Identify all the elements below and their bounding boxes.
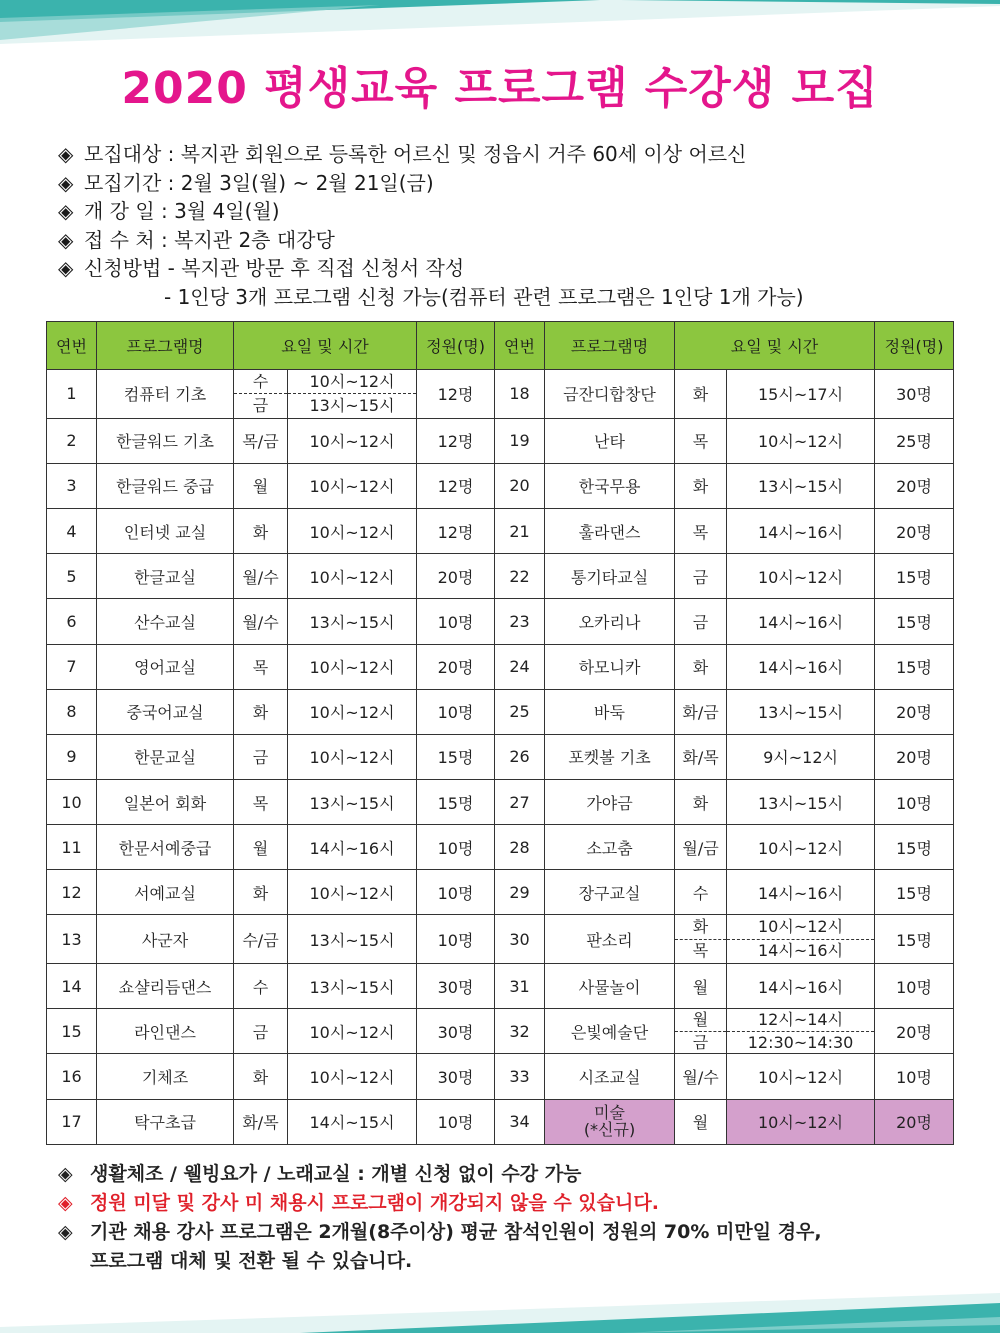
capacity: 10명 [875,779,954,824]
row-number: 21 [495,509,545,554]
schedule-time: 10시~12시 [288,734,417,779]
schedule-time-part: 13시~15시 [288,393,416,417]
program-name: 산수교실 [97,599,234,644]
program-name: 은빛예술단 [545,1009,675,1054]
capacity: 15명 [875,825,954,870]
program-name: 사군자 [97,915,234,964]
schedule-time: 13시~15시 [288,779,417,824]
row-number: 11 [47,825,97,870]
table-row [47,644,954,689]
table-row [47,370,954,419]
schedule-day: 화/금 [675,689,727,734]
program-name: 판소리 [545,915,675,964]
schedule-day: 목 [675,509,727,554]
capacity: 12명 [417,463,495,508]
row-number: 7 [47,644,97,689]
program-name: 한국무용 [545,463,675,508]
schedule-time: 14시~16시 [727,964,875,1009]
schedule-day: 화 [234,509,288,554]
table-row [47,599,954,644]
row-number: 25 [495,689,545,734]
row-number: 28 [495,825,545,870]
table-row [47,779,954,824]
capacity: 20명 [417,554,495,599]
table-row [47,915,954,964]
diamond-bullet-icon: ◈ [58,1192,73,1214]
schedule-day: 금 [234,734,288,779]
schedule-day: 수 [675,870,727,915]
capacity: 10명 [417,599,495,644]
capacity: 30명 [875,370,954,419]
program-name: 사물놀이 [545,964,675,1009]
program-name: 영어교실 [97,644,234,689]
row-number: 4 [47,509,97,554]
row-number: 23 [495,599,545,644]
row-number: 13 [47,915,97,964]
row-number: 17 [47,1099,97,1144]
schedule-day-part: 목 [675,939,726,963]
row-number: 30 [495,915,545,964]
info-method: ◈ 신청방법 - 복지관 방문 후 직접 신청서 작성 [58,254,958,283]
info-reception: ◈ 접 수 처 : 복지관 2층 대강당 [58,226,958,255]
info-method-detail: - 1인당 3개 프로그램 신청 가능(컴퓨터 관련 프로그램은 1인당 1개 가능) [164,284,804,309]
table-header-row [47,322,954,370]
schedule-day: 화/목 [234,1099,288,1144]
program-name: 시조교실 [545,1054,675,1099]
schedule-day [234,370,288,419]
row-number: 22 [495,554,545,599]
capacity: 20명 [875,463,954,508]
program-name: 한문교실 [97,734,234,779]
row-number: 1 [47,370,97,419]
schedule-day: 월 [234,463,288,508]
capacity: 15명 [417,734,495,779]
schedule-day: 금 [675,554,727,599]
schedule-day: 월 [675,1099,727,1144]
row-number: 33 [495,1054,545,1099]
table-row [47,554,954,599]
row-number: 12 [47,870,97,915]
program-name: 탁구초급 [97,1099,234,1144]
table-row [47,825,954,870]
page-title: 2020 평생교육 프로그램 수강생 모집 [121,63,879,114]
schedule-day: 수 [234,964,288,1009]
note-attendance: ◈ 기관 채용 강사 프로그램은 2개월(8주이상) 평균 참석인원이 정원의 70% 미만일 경우, [58,1218,958,1247]
capacity: 30명 [417,1009,495,1054]
header-program: 프로그램명 [545,322,675,370]
schedule-day: 월/금 [675,825,727,870]
table-row [47,1099,954,1144]
header-program: 프로그램명 [97,322,234,370]
schedule-day: 화 [234,1054,288,1099]
schedule-time: 13시~15시 [288,915,417,964]
schedule-day: 수/금 [234,915,288,964]
row-number: 31 [495,964,545,1009]
schedule-time: 13시~15시 [288,964,417,1009]
schedule-day-part: 월 [692,1010,709,1030]
program-name: 오카리나 [545,599,675,644]
schedule-day: 화 [234,870,288,915]
program-name: 컴퓨터 기초 [97,370,234,419]
row-number: 29 [495,870,545,915]
row-number: 15 [47,1009,97,1054]
schedule-time-part: 12시~14시 [758,1010,844,1030]
table-row [47,1009,954,1054]
schedule-day-part: 금 [675,1031,726,1054]
row-number: 19 [495,418,545,463]
capacity: 10명 [417,825,495,870]
schedule-day: 목 [675,418,727,463]
schedule-day: 금 [234,1009,288,1054]
schedule-time: 9시~12시 [727,734,875,779]
row-number: 20 [495,463,545,508]
row-number: 2 [47,418,97,463]
program-table-body [47,370,954,1145]
program-name: 라인댄스 [97,1009,234,1054]
schedule-day: 목 [234,644,288,689]
schedule-day: 금 [675,599,727,644]
program-name: 장구교실 [545,870,675,915]
capacity: 20명 [875,1009,954,1054]
schedule-time: 13시~15시 [288,599,417,644]
note-free-classes: ◈ 생활체조 / 웰빙요가 / 노래교실 : 개별 신청 없이 수강 가능 [58,1160,958,1189]
schedule-day: 월 [675,964,727,1009]
schedule-day: 월 [234,825,288,870]
schedule-day: 월/수 [675,1054,727,1099]
schedule-day [675,1009,727,1054]
header-capacity: 정원(명) [417,322,495,370]
diamond-bullet-icon: ◈ [58,170,74,195]
program-name: 한글교실 [97,554,234,599]
top-wave-decoration [0,0,1000,60]
schedule-time: 14시~16시 [288,825,417,870]
program-name: 난타 [545,418,675,463]
schedule-time: 10시~12시 [288,554,417,599]
recruitment-info [58,140,958,311]
capacity: 10명 [417,689,495,734]
program-name: 소고춤 [545,825,675,870]
schedule-time [288,370,417,419]
schedule-day: 목 [234,779,288,824]
bottom-wave-decoration [0,1273,1000,1333]
capacity: 12명 [417,509,495,554]
schedule-time: 10시~12시 [288,1009,417,1054]
header-no: 연번 [495,322,545,370]
note-warning: ◈ 정원 미달 및 강사 미 채용시 프로그램이 개강되지 않을 수 있습니다. [58,1189,958,1218]
capacity: 10명 [417,915,495,964]
program-name: 기체조 [97,1054,234,1099]
program-name: 한문서예중급 [97,825,234,870]
table-row [47,689,954,734]
schedule-day-part: 수 [252,371,269,391]
schedule-time: 14시~16시 [727,644,875,689]
capacity: 15명 [417,779,495,824]
row-number: 6 [47,599,97,644]
row-number: 5 [47,554,97,599]
program-name: 한글워드 기초 [97,418,234,463]
schedule-day: 화 [675,463,727,508]
schedule-time: 13시~15시 [727,463,875,508]
capacity: 20명 [417,644,495,689]
schedule-time-part: 10시~12시 [758,917,844,937]
program-name [545,1099,675,1144]
note-attendance-cont: 프로그램 대체 및 전환 될 수 있습니다. [90,1250,413,1272]
schedule-time: 14시~16시 [727,509,875,554]
schedule-time: 10시~12시 [288,870,417,915]
capacity: 12명 [417,418,495,463]
schedule-day: 화/목 [675,734,727,779]
capacity: 15명 [875,599,954,644]
schedule-day: 화 [675,370,727,419]
schedule-day: 월/수 [234,554,288,599]
schedule-time: 10시~12시 [727,1054,875,1099]
program-name: 서예교실 [97,870,234,915]
program-name: 통기타교실 [545,554,675,599]
capacity: 20명 [875,1099,954,1144]
schedule-time: 10시~12시 [727,825,875,870]
program-name: 포켓볼 기초 [545,734,675,779]
header-schedule: 요일 및 시간 [234,322,417,370]
capacity: 10명 [875,964,954,1009]
diamond-bullet-icon: ◈ [58,1163,73,1185]
program-name: 금잔디합창단 [545,370,675,419]
program-name-text: 미술 (*신규) [583,1103,636,1140]
program-name: 한글워드 중급 [97,463,234,508]
schedule-day-part: 금 [234,393,287,417]
row-number: 26 [495,734,545,779]
program-name: 일본어 회화 [97,779,234,824]
capacity: 12명 [417,370,495,419]
capacity: 30명 [417,1054,495,1099]
row-number: 10 [47,779,97,824]
schedule-time: 10시~12시 [727,418,875,463]
diamond-bullet-icon: ◈ [58,227,74,252]
schedule-time: 10시~12시 [288,644,417,689]
diamond-bullet-icon: ◈ [58,256,74,280]
capacity: 15명 [875,870,954,915]
row-number: 8 [47,689,97,734]
capacity: 30명 [417,964,495,1009]
schedule-time: 10시~12시 [288,463,417,508]
row-number: 9 [47,734,97,779]
row-number: 27 [495,779,545,824]
row-number: 18 [495,370,545,419]
row-number: 16 [47,1054,97,1099]
table-row [47,870,954,915]
diamond-bullet-icon: ◈ [58,142,74,166]
table-row [47,734,954,779]
table-row [47,418,954,463]
schedule-time: 13시~15시 [727,689,875,734]
header-schedule: 요일 및 시간 [675,322,875,370]
header-capacity: 정원(명) [875,322,954,370]
table-row [47,509,954,554]
capacity: 15명 [875,915,954,964]
capacity: 10명 [417,870,495,915]
schedule-time: 15시~17시 [727,370,875,419]
schedule-time: 10시~12시 [288,689,417,734]
header-no: 연번 [47,322,97,370]
capacity: 25명 [875,418,954,463]
program-table [46,321,954,1145]
schedule-day: 월/수 [234,599,288,644]
schedule-time: 10시~12시 [288,418,417,463]
schedule-time-part: 14시~16시 [727,939,874,963]
capacity: 20명 [875,734,954,779]
program-name: 가야금 [545,779,675,824]
schedule-time: 10시~12시 [288,509,417,554]
schedule-time: 14시~16시 [727,599,875,644]
program-name: 바둑 [545,689,675,734]
schedule-time-part: 10시~12시 [309,371,395,391]
schedule-time: 14시~15시 [288,1099,417,1144]
schedule-day: 목/금 [234,418,288,463]
schedule-time: 10시~12시 [727,1099,875,1144]
schedule-day: 화 [675,779,727,824]
schedule-time: 14시~16시 [727,870,875,915]
row-number: 3 [47,463,97,508]
table-row [47,964,954,1009]
schedule-day [675,915,727,964]
schedule-time [727,915,875,964]
diamond-bullet-icon: ◈ [58,199,74,223]
info-period: ◈ 모집기간 : 2월 3일(월) ~ 2월 21일(금) [58,169,958,198]
program-name: 인터넷 교실 [97,509,234,554]
schedule-time: 10시~12시 [727,554,875,599]
row-number: 14 [47,964,97,1009]
schedule-time-part: 12:30~14:30 [727,1031,874,1054]
program-name: 중국어교실 [97,689,234,734]
diamond-bullet-icon: ◈ [58,1221,73,1243]
schedule-day-part: 화 [692,917,709,937]
program-name: 훌라댄스 [545,509,675,554]
program-name: 쇼샬리듬댄스 [97,964,234,1009]
schedule-time [727,1009,875,1054]
schedule-day: 화 [234,689,288,734]
info-start-date: ◈ 개 강 일 : 3월 4일(월) [58,197,958,226]
capacity: 10명 [417,1099,495,1144]
schedule-day: 화 [675,644,727,689]
row-number: 34 [495,1099,545,1144]
row-number: 24 [495,644,545,689]
row-number: 32 [495,1009,545,1054]
schedule-time: 13시~15시 [727,779,875,824]
info-target: ◈ 모집대상 : 복지관 회원으로 등록한 어르신 및 정읍시 거주 60세 이상 어르신 [58,140,958,169]
table-row [47,1054,954,1099]
table-row [47,463,954,508]
capacity: 20명 [875,509,954,554]
capacity: 20명 [875,689,954,734]
schedule-time: 10시~12시 [288,1054,417,1099]
program-name: 하모니카 [545,644,675,689]
capacity: 15명 [875,644,954,689]
notes [58,1160,958,1276]
capacity: 15명 [875,554,954,599]
capacity: 10명 [875,1054,954,1099]
